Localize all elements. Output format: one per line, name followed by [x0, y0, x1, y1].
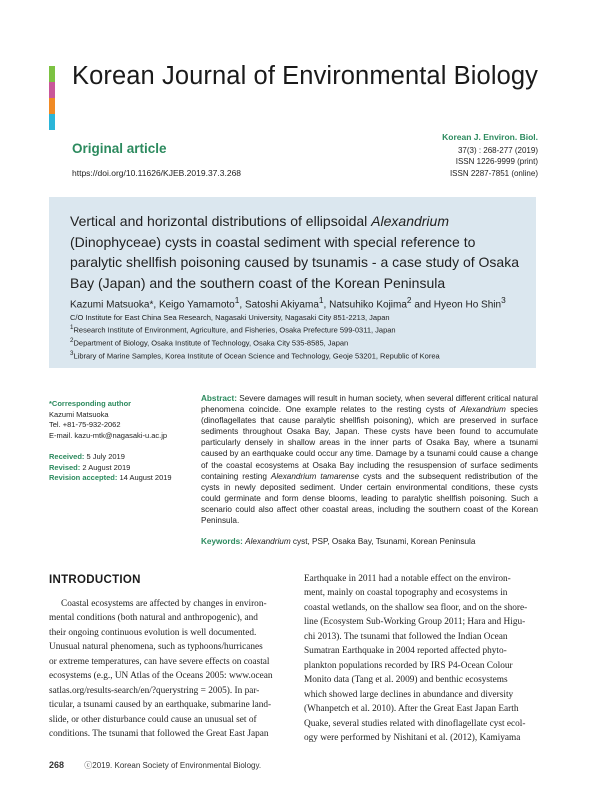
page-footer: [49, 760, 261, 771]
corresponding-tel: Tel. +81-75-932-2062: [49, 420, 121, 429]
revised-value: 2 August 2019: [82, 462, 131, 472]
text-line: mental conditions (both natural and anthropogenic), and: [49, 613, 258, 624]
author: Hyeon Ho Shin: [433, 299, 502, 311]
abstract-text: Severe damages will result in human society, when several different critical natural phenomena coincide. One example relates to the resting cysts of: [201, 394, 538, 415]
author-list: Kazumi Matsuoka*, Keigo Yamamoto$^1$, Satoshi Akiyama$^1$, Natsuhiko Kojima$^2$ and Hyeon Ho Shin$^3$: [70, 295, 506, 311]
text-line: which showed large declines in abundance and diversity: [304, 689, 514, 700]
text-line: coastal wetlands, on the shallow sea floor, and on the shore-: [304, 602, 528, 613]
keyword-italic: Alexandrium: [245, 537, 291, 546]
keywords-label: Keywords:: [201, 537, 243, 546]
received-value: 5 July 2019: [86, 452, 125, 461]
corresponding-author: [49, 399, 199, 441]
issn-print: ISSN 1226-9999 (print): [455, 157, 538, 166]
abstract-italic: Alexandrium: [460, 405, 506, 415]
text-line: slide, or other disturbance could cause an unusual set of: [49, 714, 257, 725]
color-bar-pink: [49, 82, 55, 98]
article-type: Original article: [72, 141, 167, 156]
keywords: [201, 537, 538, 546]
text-line: conditions. The tsunami that followed the Great East Japan: [49, 729, 269, 740]
text-line: their ongoing continuous evolution is well documented.: [49, 627, 257, 638]
citation-block: [442, 132, 538, 179]
volume-info: 37(3) : 268-277 (2019): [457, 145, 538, 155]
text-line: line (Ecosystem Sub-Working Group 2011; Hara and Higu-: [304, 617, 526, 628]
received-label: Received:: [49, 452, 85, 461]
affiliation-sup: 2: [70, 337, 74, 345]
affiliation: [70, 323, 440, 336]
text-line: ment, mainly on coastal topography and ecosystems in: [304, 588, 508, 599]
text-line: chi 2013). The tsunami that followed the Indian Ocean: [304, 631, 508, 642]
received-date: [49, 452, 209, 463]
color-bar-green: [49, 66, 55, 82]
revised-date: [49, 463, 209, 474]
page-number: 268: [49, 760, 65, 770]
text-line: Sumatran Earthquake in 2004 reported affected phyto-: [304, 646, 507, 657]
article-title: [70, 211, 520, 293]
affiliation-text: Department of Biology, Osaka Institute of Technology, Osaka City 535-8585, Japan: [73, 338, 349, 348]
affiliation-sup: 3: [70, 349, 74, 357]
issn-online: ISSN 2287-7851 (online): [449, 168, 538, 178]
text-line: ticular, a tsunami caused by an earthquake, submarine land-: [49, 700, 272, 711]
text-line: Earthquake in 2011 had a notable effect on the environ-: [304, 574, 511, 584]
text-line: ecosystems (e.g., UN Atlas of the Oceans 2005: www.ocean: [49, 671, 273, 682]
doi-link[interactable]: https://doi.org/10.11626/KJEB.2019.37.3.268: [72, 168, 242, 178]
copyright: ⓒ2019. Korean Society of Environmental Biology.: [84, 761, 262, 770]
abstract-text: cysts and the subsequent redistribution of the cysts in newly deposited sediment. Under certain environmental conditions, these cysts could germinate and form dense blooms, leading to paralytic shellfish poisoning. Such a scenario could also affect other coastal areas, including the southern coast of the Korean Peninsula.: [201, 471, 538, 526]
author: Kazumi Matsuoka: [70, 299, 150, 311]
corresponding-email[interactable]: E-mail. kazu-mtk@nagasaki-u.ac.jp: [49, 430, 168, 440]
affiliation: [70, 313, 440, 323]
author-sup: 3: [501, 295, 506, 305]
text-line: Coastal ecosystems are affected by changes in environ-: [61, 599, 267, 609]
text-line: (Whanpetch et al. 2010). After the Great East Japan Earth: [304, 704, 519, 715]
text-line: satlas.org/results-search/en/?querystring = 2005). In par-: [49, 685, 260, 696]
section-heading-introduction: INTRODUCTION: [49, 574, 141, 586]
affiliation: [70, 336, 440, 349]
affiliation-text: Library of Marine Samples, Korea Institute of Ocean Science and Technology, Geoje 53201, Republic of Korea: [73, 351, 440, 361]
accepted-date: [49, 473, 209, 484]
article-dates: [49, 452, 209, 484]
affiliations: [70, 313, 440, 362]
keywords-text: cyst, PSP, Osaka Bay, Tsunami, Korean Peninsula: [290, 537, 476, 546]
author: Natsuhiko Kojima: [329, 299, 407, 311]
author-sup: 2: [406, 295, 412, 305]
abstract-text: species (dinoflagellates that cause paralytic shellfish poisoning), which are preserved in surface sediments throughout Osaka Bay, Japan. These cysts have been found to accumulate particularly densely in shallow areas in the inner parts of Osaka Bay, where a tsunami caused by an earthquake could occur any time. Damage by a tsunami could cause a change of the coastal ecosystems at Osaka Bay including the resuspension of surface sediments containing resting: [201, 405, 538, 481]
title-text-2: (Dinophyceae) cysts in coastal sediment with special reference to paralytic shellfish poisoning caused by tsunamis - a case study of Osaka Bay (Japan) and the southern coast of the Korean Peninsula: [70, 233, 520, 291]
title-text-1: Vertical and horizontal distributions of ellipsoidal: [70, 213, 372, 229]
affiliation: [70, 349, 440, 362]
affiliation-sup: 1: [70, 324, 74, 332]
text-line: ogy were performed by Nishitani et al. (2012), Kamiyama: [304, 732, 521, 743]
color-bar-orange: [49, 98, 55, 114]
journal-name: Korean Journal of Environmental Biology: [72, 62, 538, 90]
intro-column-2: [304, 572, 538, 745]
text-line: plankton populations recorded by IRS P4-Ocean Colour: [304, 660, 513, 671]
affiliation-text: Research Institute of Environment, Agriculture, and Fisheries, Osaka Prefecture 599-0311, Japan: [73, 325, 396, 335]
author-mark: *: [149, 299, 154, 311]
accepted-value: 14 August 2019: [119, 473, 172, 482]
abstract-label: Abstract:: [201, 394, 237, 403]
abstract: [201, 393, 538, 526]
corresponding-name: Kazumi Matsuoka: [49, 409, 109, 419]
affiliation-text: C/O Institute for East China Sea Research, Nagasaki University, Nagasaki City 851-2213, Japan: [70, 313, 390, 322]
author: Satoshi Akiyama: [244, 299, 319, 311]
title-genus: Alexandrium: [371, 213, 449, 229]
journal-color-bar: [49, 66, 55, 130]
intro-column-1: [49, 597, 282, 742]
author: Keigo Yamamoto: [158, 299, 235, 311]
author-sup: 1: [318, 295, 324, 305]
color-bar-blue: [49, 114, 55, 130]
corresponding-label: *Corresponding author: [49, 399, 132, 408]
text-line: or extreme temperatures, can have severe effects on coastal: [49, 656, 270, 667]
accepted-label: Revision accepted:: [49, 473, 118, 482]
text-line: Unusual natural phenomena, such as typhoons/hurricanes: [49, 642, 263, 653]
author-sup: 1: [234, 295, 240, 305]
journal-abbrev: Korean J. Environ. Biol.: [442, 132, 538, 142]
text-line: Monito data (Tang et al. 2009) and benthic ecosystems: [304, 675, 508, 686]
abstract-italic: Alexandrium tamarense: [270, 471, 360, 481]
revised-label: Revised:: [49, 462, 81, 472]
text-line: Quake, several studies related with dinoflagellate cyst ecol-: [304, 718, 526, 729]
